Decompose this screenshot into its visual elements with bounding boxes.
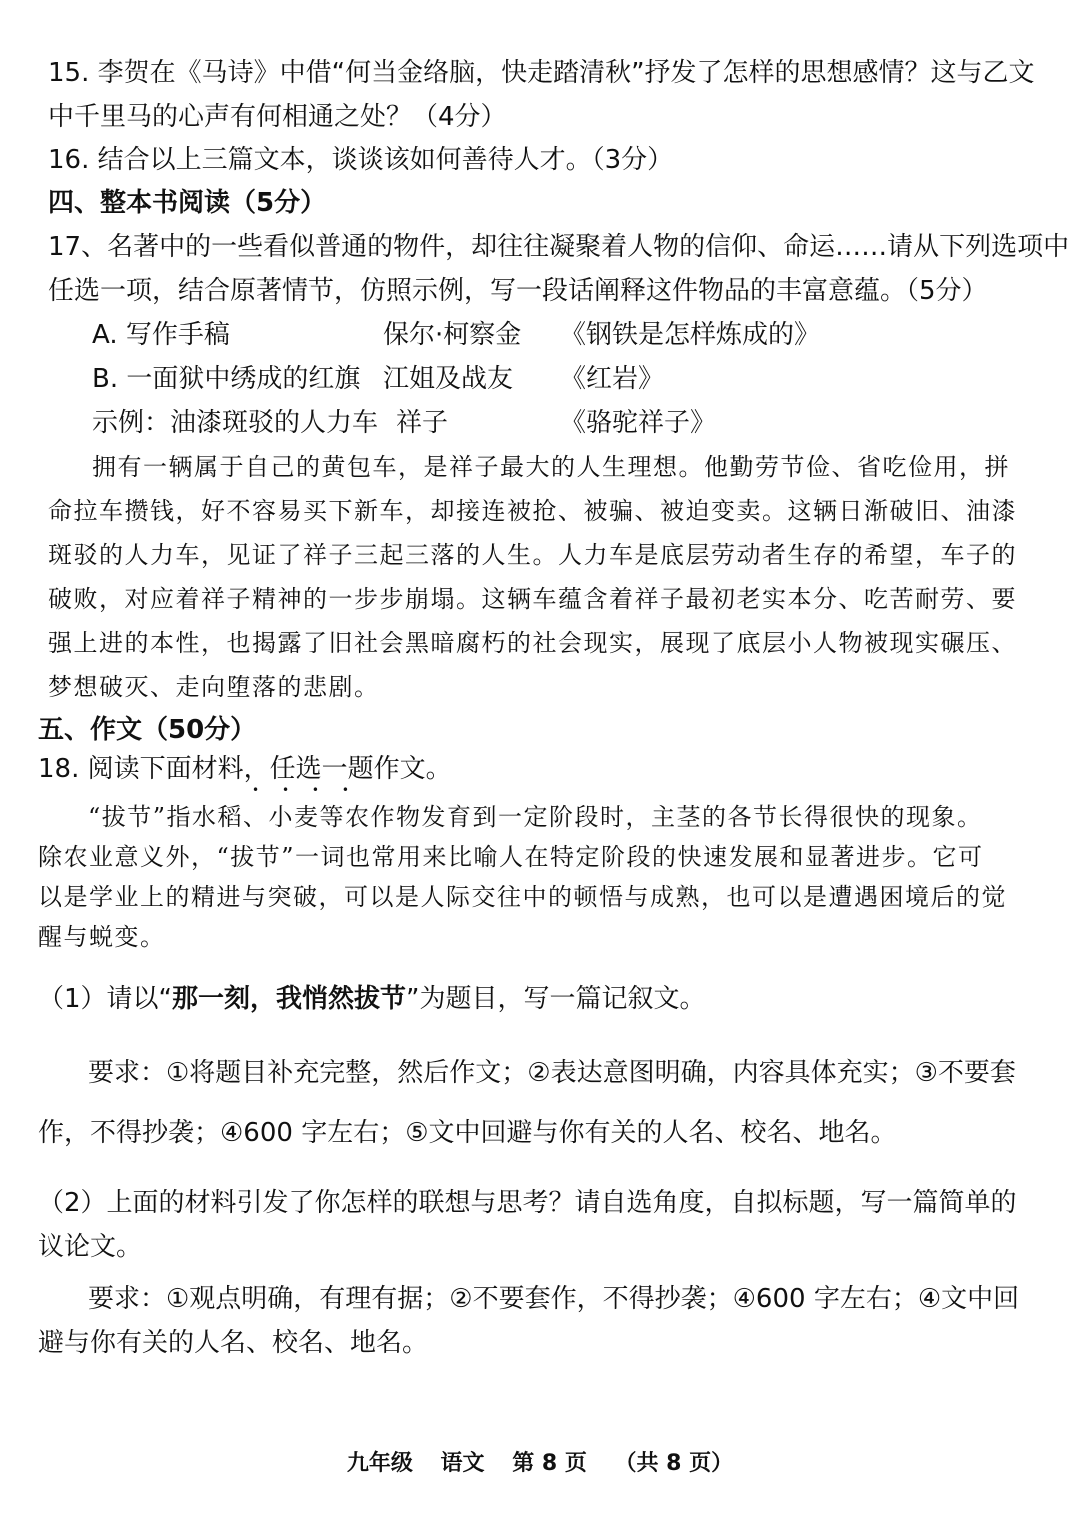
prompt-1-req-line2: 作，不得抄袭；④600 字左右；⑤文中回避与你有关的人名、校名、地名。 [38, 1118, 897, 1148]
option-a-item: A. 写作手稿 [92, 320, 230, 350]
prompt-1-req-line1: 要求：①将题目补充完整，然后作文；②表达意图明确，内容具体充实；③不要套 [88, 1058, 1016, 1088]
example-line: 命拉车攒钱，好不容易买下新车，却接连被抢、被骗、被迫变卖。这辆日渐破旧、油漆 [48, 497, 1017, 525]
example-line: 斑驳的人力车，见证了祥子三起三落的人生。人力车是底层劳动者生存的希望，车子的 [48, 541, 1017, 569]
example-line: 拥有一辆属于自己的黄包车，是祥子最大的人生理想。他勤劳节俭、省吃俭用，拼 [92, 453, 1010, 481]
q16: 16. 结合以上三篇文本，谈谈该如何善待人才。（3分） [48, 145, 674, 175]
material-line: 以是学业上的精进与突破，可以是人际交往中的顿悟与成熟，也可以是遭遇困境后的觉 [38, 883, 1007, 911]
q15-line2: 中千里马的心声有何相通之处？（4分） [48, 102, 507, 132]
prompt-2-req-line1: 要求：①观点明确，有理有据；②不要套作，不得抄袭；④600 字左右；④文中回 [88, 1284, 1020, 1314]
material-line: “拔节”指水稻、小麦等农作物发育到一定阶段时，主茎的各节长得很快的现象。 [88, 803, 983, 831]
footer-page: 第 8 页 [512, 1451, 587, 1476]
prompt-1-title: 那一刻，我悄然拔节 [172, 984, 407, 1014]
prompt-1 [38, 982, 1038, 1016]
prompt-2-line2: 议论文。 [38, 1232, 143, 1262]
option-a-book: 《钢铁是怎样炼成的》 [560, 320, 821, 350]
option-b-item: B. 一面狱中绣成的红旗 [92, 364, 361, 394]
material-line: 醒与蜕变。 [38, 923, 166, 951]
footer-subject: 语文 [440, 1451, 485, 1476]
footer-total: （共 8 页） [614, 1451, 734, 1476]
section4-heading: 四、整本书阅读（5分） [48, 188, 327, 218]
prompt-1-suffix: ”为题目，写一篇记叙文。 [406, 984, 706, 1014]
example-book: 《骆驼祥子》 [560, 408, 717, 438]
option-b-person: 江姐及战友 [383, 364, 514, 394]
q15-line1: 15. 李贺在《马诗》中借“何当金络脑，快走踏清秋”抒发了怎样的思想感情？这与乙文 [48, 58, 1035, 88]
material-line: 除农业意义外，“拔节”一词也常用来比喻人在特定阶段的快速发展和显著进步。它可 [38, 843, 984, 871]
emphasis-dots: • • • • [252, 783, 349, 797]
q17-line2: 任选一项，结合原著情节，仿照示例，写一段话阐释这件物品的丰富意蕴。（5分） [48, 276, 988, 306]
q17-line1: 17、名著中的一些看似普通的物件，却往往凝聚着人物的信仰、命运……请从下列选项中 [48, 232, 1070, 262]
prompt-2-req-line2: 避与你有关的人名、校名、地名。 [38, 1328, 429, 1358]
section5-heading: 五、作文（50分） [38, 715, 257, 745]
prompt-2-line1: （2）上面的材料引发了你怎样的联想与思考？请自选角度，自拟标题，写一篇简单的 [38, 1188, 1017, 1218]
example-person: 祥子 [396, 408, 449, 438]
prompt-1-prefix: （1）请以“ [38, 984, 173, 1014]
example-item: 示例：油漆斑驳的人力车 [92, 408, 379, 438]
example-line: 梦想破灭、走向堕落的悲剧。 [48, 673, 380, 701]
option-a-person: 保尔·柯察金 [383, 320, 522, 350]
example-line: 破败，对应着祥子精神的一步步崩塌。这辆车蕴含着祥子最初老实本分、吃苦耐劳、要 [48, 585, 1017, 613]
q18-intro: 18. 阅读下面材料，任选一题作文。 [38, 754, 452, 784]
example-line: 强上进的本性，也揭露了旧社会黑暗腐朽的社会现实，展现了底层小人物被现实碾压、 [48, 629, 1017, 657]
option-b-book: 《红岩》 [560, 364, 665, 394]
footer-grade: 九年级 [346, 1451, 413, 1476]
page-footer [0, 1446, 1080, 1477]
